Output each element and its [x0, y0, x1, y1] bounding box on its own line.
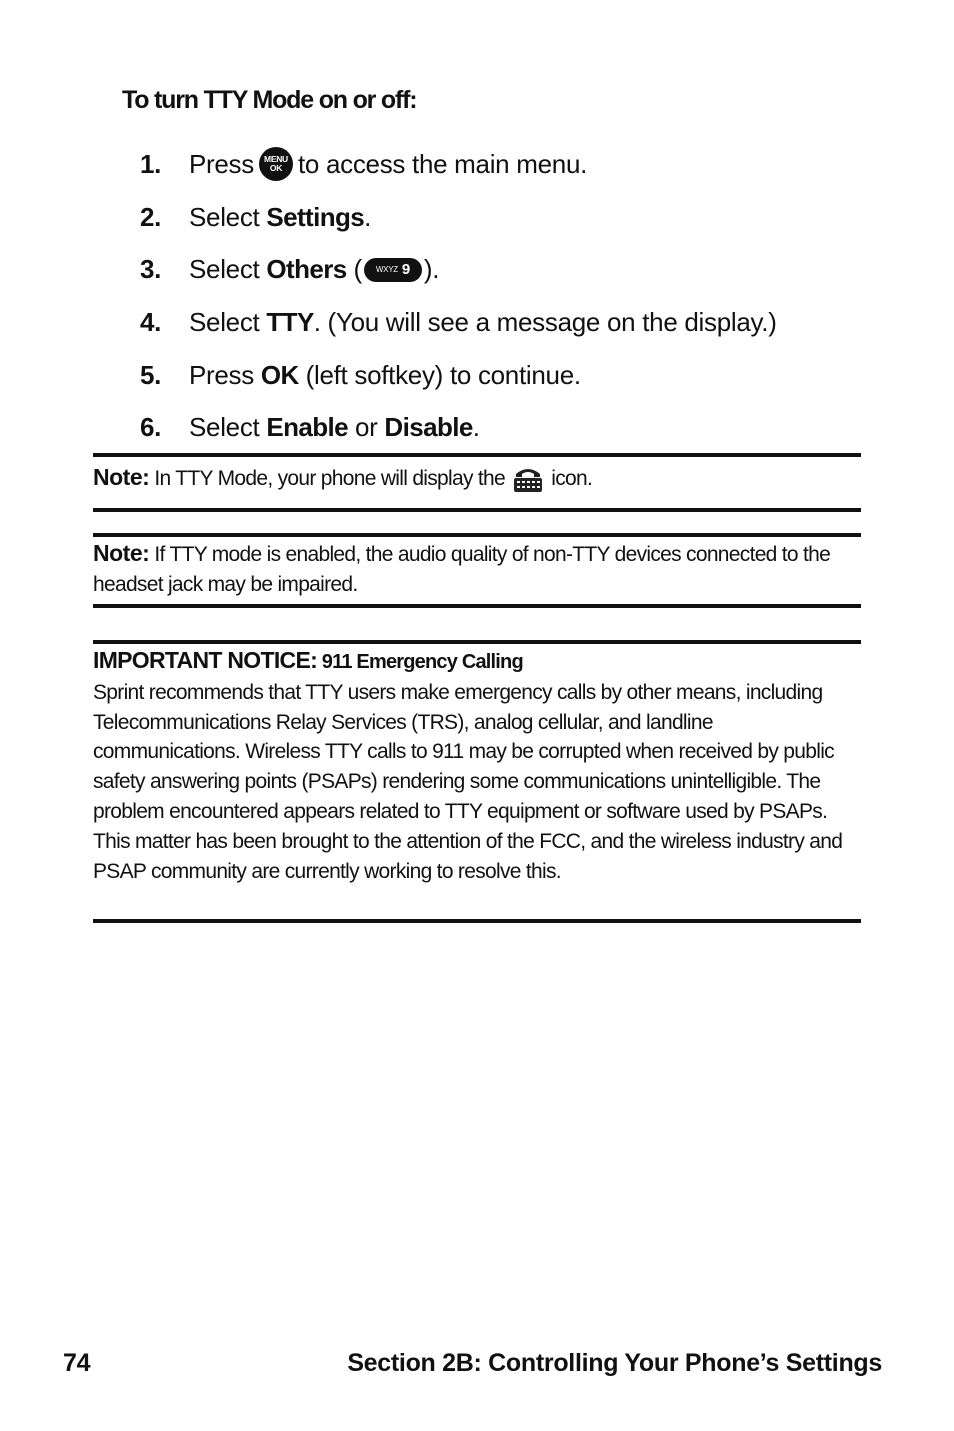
steps-list [140, 138, 777, 454]
step-text: Press [189, 148, 254, 179]
step-text: (left softkey) to continue. [298, 359, 581, 390]
step-text: . (You will see a message on the display.) [313, 306, 777, 337]
section-title: Section 2B: Controlling Your Phone’s Settings [347, 1349, 882, 1377]
step-text: ). [423, 254, 440, 285]
softkey-ok: OK [260, 359, 299, 390]
divider-rule [93, 919, 861, 923]
step-text: . [364, 201, 372, 232]
step-3 [140, 243, 777, 296]
step-text: Press [189, 359, 261, 390]
menu-ok-key-icon: MENU OK [259, 147, 293, 181]
notice-title: IMPORTANT NOTICE: [93, 647, 318, 673]
notice-body: Sprint recommends that TTY users make emergency calls by other means, including Telecommunications Relay Services (TRS), analog cellular, and landline communications. Wireless TTY calls to 911 may be corrupted when received by public safety answering points (PSAPs) rendering some communications unintelligible. The problem encountered appears related to TTY equipment or software used by PSAPs. This matter has been brought to the attention of the FCC, and the wireless industry and PSAP community are currently working to resolve this. [93, 680, 843, 883]
step-text: Select [189, 201, 267, 232]
divider-rule [93, 508, 861, 512]
divider-rule [93, 604, 861, 608]
note-text: If TTY mode is enabled, the audio quality of non-TTY devices connected to the headset jack may be impaired. [93, 543, 831, 596]
step-number: 6. [140, 412, 162, 443]
menu-option-tty: TTY [266, 306, 314, 337]
note-audio-quality [93, 539, 863, 600]
menu-option-settings: Settings [266, 201, 365, 232]
step-text: to access the main menu. [297, 148, 588, 179]
menu-option-others: Others [266, 254, 347, 285]
step-4 [140, 296, 777, 349]
divider-rule [93, 453, 861, 457]
step-number: 1. [140, 148, 162, 179]
section-heading: To turn TTY Mode on or off: [122, 86, 417, 114]
step-number: 4. [140, 306, 162, 337]
menu-option-enable: Enable [266, 412, 349, 443]
step-number: 2. [140, 201, 162, 232]
divider-rule [93, 640, 861, 644]
important-notice [93, 646, 863, 886]
notice-subtitle: 911 Emergency Calling [317, 651, 523, 673]
step-text: or [348, 412, 385, 443]
step-text: Select [189, 412, 267, 443]
tty-icon [512, 465, 544, 493]
step-text: Select [189, 254, 267, 285]
step-2 [140, 191, 777, 244]
step-1 [140, 138, 777, 191]
note-label: Note: [93, 540, 150, 566]
note-text: In TTY Mode, your phone will display the [149, 467, 511, 490]
notice-heading [93, 646, 863, 678]
step-text: . [472, 412, 480, 443]
note-label: Note: [93, 464, 150, 490]
step-5 [140, 349, 777, 402]
divider-rule [93, 533, 861, 537]
step-text: Select [189, 306, 267, 337]
page-number: 74 [63, 1349, 91, 1377]
note-text: icon. [546, 467, 593, 490]
step-number: 3. [140, 254, 162, 285]
wxyz-9-key-icon: WXYZ 9 [364, 258, 422, 282]
step-6 [140, 401, 777, 454]
menu-option-disable: Disable [384, 412, 473, 443]
note-tty-icon [93, 463, 863, 494]
step-number: 5. [140, 359, 162, 390]
step-text: ( [346, 254, 362, 285]
